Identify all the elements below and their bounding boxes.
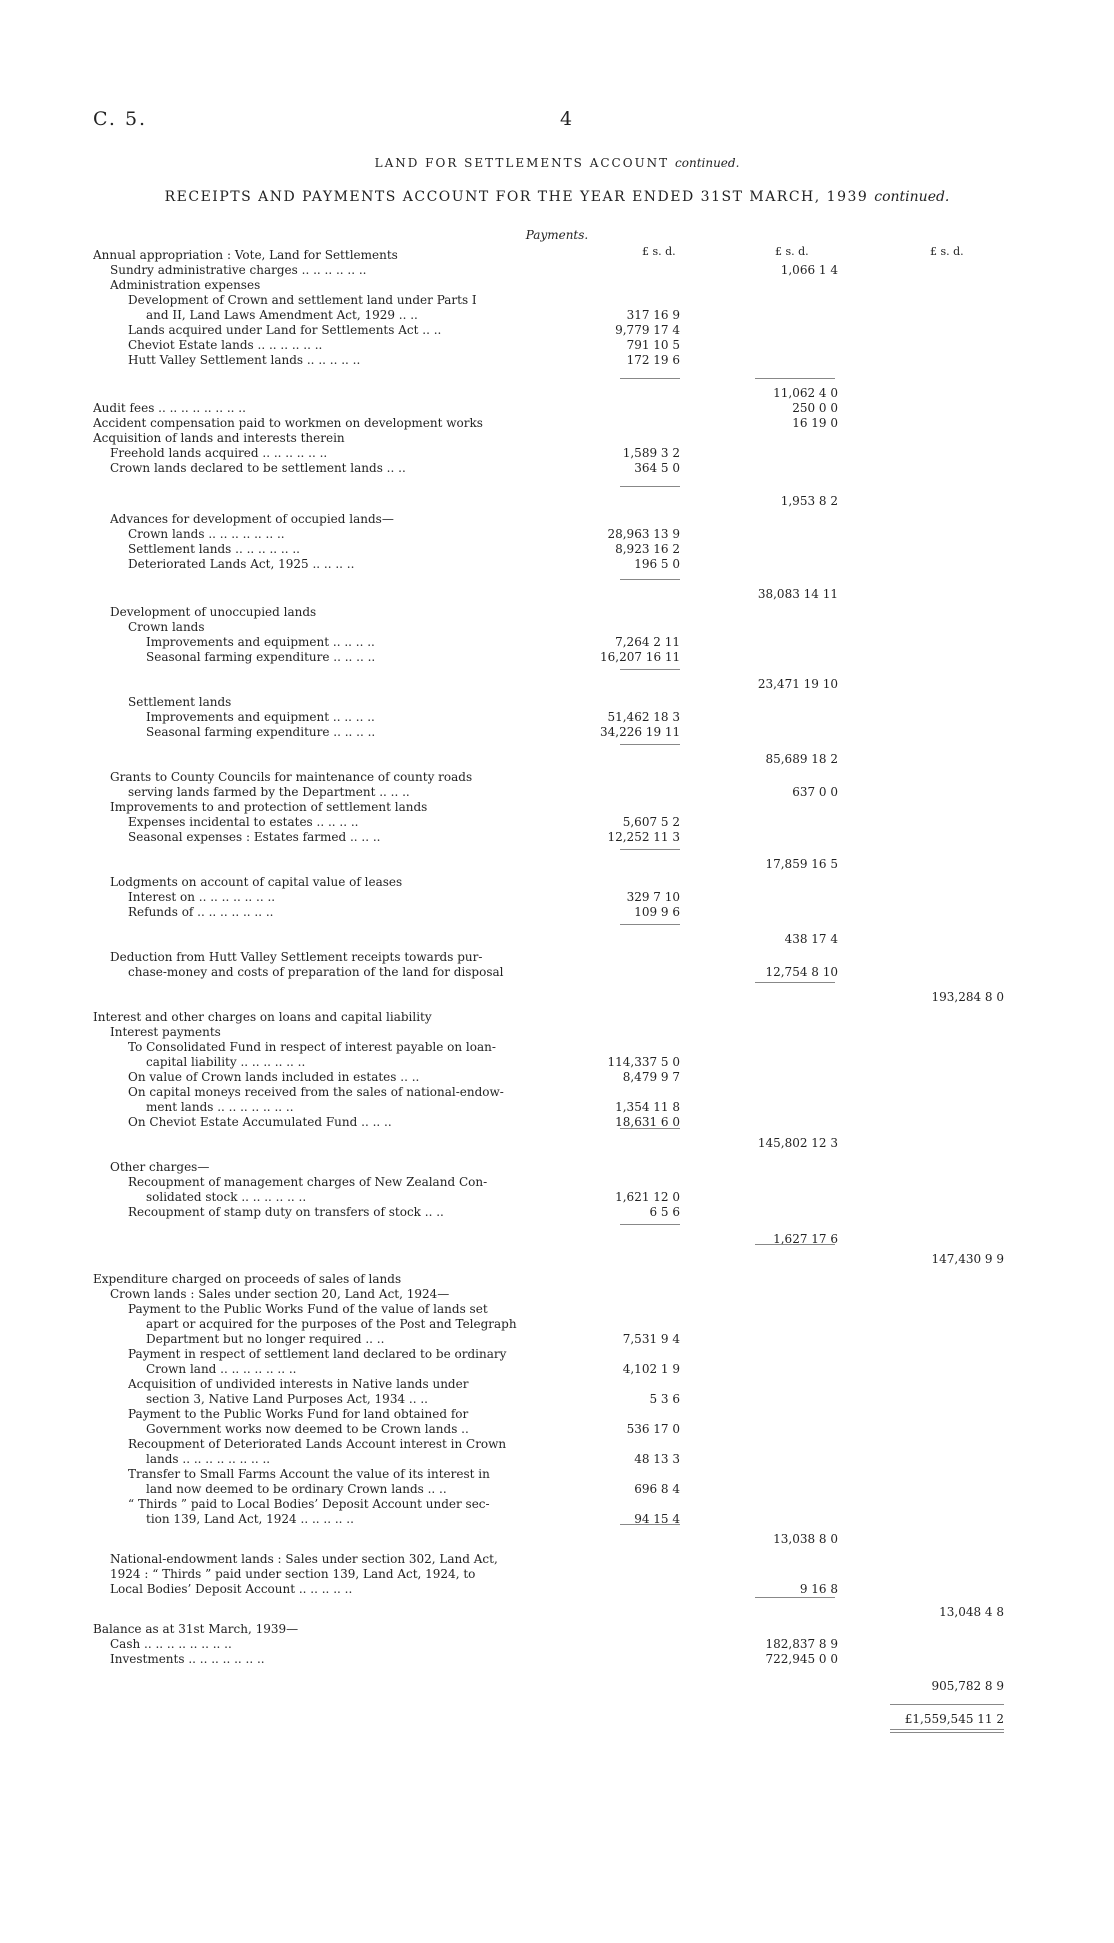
total-rule xyxy=(755,982,835,983)
ledger-row xyxy=(0,635,1114,650)
ledger-row xyxy=(0,1136,1114,1151)
ledger-row-label: Expenditure charged on proceeds of sales of lands xyxy=(93,1272,402,1286)
ledger-row-label: tion 139, Land Act, 1924 .. .. .. .. .. xyxy=(146,1512,354,1526)
ledger-row xyxy=(0,386,1114,401)
ledger-row xyxy=(0,1552,1114,1567)
ledger-amount-c1: 28,963 13 9 xyxy=(607,527,680,541)
ledger-row xyxy=(0,1437,1114,1452)
ledger-amount-c2: 1,066 1 4 xyxy=(780,263,838,277)
ledger-amount-c2: 13,038 8 0 xyxy=(773,1532,838,1546)
ledger-amount-c1: 7,264 2 11 xyxy=(615,635,680,649)
total-rule xyxy=(620,849,680,850)
ledger-row-label: Accident compensation paid to workmen on development works xyxy=(93,416,483,430)
ledger-row xyxy=(0,1482,1114,1497)
ledger-row xyxy=(0,1070,1114,1085)
ledger-amount-c1: 12,252 11 3 xyxy=(607,830,680,844)
ledger-amount-c2: 38,083 14 11 xyxy=(757,587,838,601)
ledger-row xyxy=(0,785,1114,800)
ledger-row-label: Recoupment of management charges of New Zealand Con- xyxy=(128,1175,488,1189)
ledger-row xyxy=(0,1332,1114,1347)
ledger-row-label: Annual appropriation : Vote, Land for Settlements xyxy=(93,248,398,262)
ledger-amount-c2: 11,062 4 0 xyxy=(773,386,838,400)
ledger-row xyxy=(0,263,1114,278)
ledger-amount-c1: 536 17 0 xyxy=(626,1422,680,1436)
account-title-text: LAND FOR SETTLEMENTS ACCOUNT xyxy=(374,156,670,170)
ledger-row-label: and II, Land Laws Amendment Act, 1929 .. .. xyxy=(146,308,418,322)
ledger-row xyxy=(0,965,1114,980)
ledger-row-label: chase-money and costs of preparation of the land for disposal xyxy=(128,965,504,979)
ledger-row-label: Crown lands .. .. .. .. .. .. .. xyxy=(128,527,285,541)
account-title xyxy=(0,156,1114,170)
ledger-row-label: Payment in respect of settlement land declared to be ordinary xyxy=(128,1347,507,1361)
ledger-row xyxy=(0,248,1114,263)
ledger-row xyxy=(0,587,1114,602)
ledger-amount-c1: 18,631 6 0 xyxy=(615,1115,680,1129)
ledger-row-label: Improvements and equipment .. .. .. .. xyxy=(146,635,375,649)
ledger-row xyxy=(0,710,1114,725)
ledger-row-label: Settlement lands xyxy=(128,695,232,709)
ledger-amount-c1: 94 15 4 xyxy=(634,1512,680,1526)
ledger-amount-c1: 5,607 5 2 xyxy=(622,815,680,829)
ledger-amount-c1: 791 10 5 xyxy=(626,338,680,352)
ledger-amount-c2: 16 19 0 xyxy=(792,416,838,430)
ledger-amount-c1: 34,226 19 11 xyxy=(600,725,681,739)
ledger-row xyxy=(0,401,1114,416)
ledger-amount-c1: 1,354 11 8 xyxy=(615,1100,680,1114)
account-title-suffix: continued. xyxy=(675,156,740,170)
total-rule xyxy=(620,1524,680,1525)
ledger-amount-c1: 16,207 16 11 xyxy=(600,650,681,664)
ledger-row xyxy=(0,1497,1114,1512)
ledger-amount-c1: 1,589 3 2 xyxy=(622,446,680,460)
ledger-row-label: lands .. .. .. .. .. .. .. .. xyxy=(146,1452,271,1466)
ledger-row xyxy=(0,1272,1114,1287)
ledger-row-label: 1924 : “ Thirds ” paid under section 139, Land Act, 1924, to xyxy=(110,1567,476,1581)
ledger-row xyxy=(0,857,1114,872)
ledger-row xyxy=(0,1637,1114,1652)
ledger-amount-c1: 114,337 5 0 xyxy=(607,1055,680,1069)
column-head-c3: £ s. d. xyxy=(930,245,964,258)
ledger-row-label: Crown lands declared to be settlement lands .. .. xyxy=(110,461,406,475)
ledger-row xyxy=(0,1422,1114,1437)
ledger-row xyxy=(0,512,1114,527)
ledger-row-label: land now deemed to be ordinary Crown lands .. .. xyxy=(146,1482,447,1496)
ledger-row-label: Acquisition of undivided interests in Native lands under xyxy=(128,1377,469,1391)
ledger-row xyxy=(0,1010,1114,1025)
ledger-row xyxy=(0,830,1114,845)
ledger-row-label: Grants to County Councils for maintenance of county roads xyxy=(110,770,473,784)
ledger-row xyxy=(0,461,1114,476)
ledger-amount-c1: 9,779 17 4 xyxy=(615,323,680,337)
ledger-row-label: Recoupment of Deteriorated Lands Account interest in Crown xyxy=(128,1437,507,1451)
ledger-row xyxy=(0,1232,1114,1247)
total-rule xyxy=(620,744,680,745)
ledger-amount-c2: 9 16 8 xyxy=(799,1582,838,1596)
total-rule xyxy=(620,669,680,670)
account-subtitle-suffix: continued. xyxy=(874,189,950,205)
ledger-row-label: Lodgments on account of capital value of leases xyxy=(110,875,403,889)
ledger-amount-c1: 6 5 6 xyxy=(649,1205,680,1219)
ledger-amount-c1: 5 3 6 xyxy=(649,1392,680,1406)
ledger-row-label: Investments .. .. .. .. .. .. .. xyxy=(110,1652,265,1666)
ledger-row xyxy=(0,1205,1114,1220)
section-heading: Payments. xyxy=(525,228,589,242)
ledger-amount-c3: £1,559,545 11 2 xyxy=(904,1712,1004,1726)
ledger-row-label: apart or acquired for the purposes of the Post and Telegraph xyxy=(146,1317,517,1331)
ledger-row-label: Deteriorated Lands Act, 1925 .. .. .. .. xyxy=(128,557,355,571)
ledger-row-label: Hutt Valley Settlement lands .. .. .. .. .. xyxy=(128,353,361,367)
ledger-row xyxy=(0,431,1114,446)
ledger-row-label: National-endowment lands : Sales under section 302, Land Act, xyxy=(110,1552,498,1566)
ledger-amount-c3: 147,430 9 9 xyxy=(931,1252,1004,1266)
total-rule xyxy=(755,1597,835,1598)
ledger-row xyxy=(0,1582,1114,1597)
ledger-row-label: Local Bodies’ Deposit Account .. .. .. .. .. xyxy=(110,1582,353,1596)
ledger-amount-c1: 7,531 9 4 xyxy=(622,1332,680,1346)
total-rule xyxy=(755,1244,835,1245)
ledger-row-label: Recoupment of stamp duty on transfers of stock .. .. xyxy=(128,1205,444,1219)
ledger-row xyxy=(0,446,1114,461)
ledger-row xyxy=(0,1377,1114,1392)
ledger-row xyxy=(0,932,1114,947)
ledger-row xyxy=(0,1652,1114,1667)
total-rule xyxy=(620,1224,680,1225)
ledger-row-label: Improvements and equipment .. .. .. .. xyxy=(146,710,375,724)
ledger-amount-c1: 51,462 18 3 xyxy=(607,710,680,724)
ledger-row-label: Refunds of .. .. .. .. .. .. .. xyxy=(128,905,274,919)
ledger-row xyxy=(0,293,1114,308)
ledger-row-label: To Consolidated Fund in respect of interest payable on loan- xyxy=(128,1040,496,1054)
ledger-row-label: ment lands .. .. .. .. .. .. .. xyxy=(146,1100,294,1114)
ledger-row xyxy=(0,1085,1114,1100)
ledger-row-label: Lands acquired under Land for Settlements Act .. .. xyxy=(128,323,442,337)
ledger-amount-c2: 17,859 16 5 xyxy=(765,857,838,871)
ledger-amount-c1: 8,479 9 7 xyxy=(622,1070,680,1084)
column-head-c1: £ s. d. xyxy=(642,245,676,258)
account-subtitle xyxy=(0,189,1114,205)
ledger-row xyxy=(0,1362,1114,1377)
ledger-row-label: Crown lands : Sales under section 20, Land Act, 1924— xyxy=(110,1287,450,1301)
ledger-row-label: Settlement lands .. .. .. .. .. .. xyxy=(128,542,300,556)
total-rule xyxy=(620,924,680,925)
ledger-amount-c2: 85,689 18 2 xyxy=(765,752,838,766)
ledger-amount-c1: 109 9 6 xyxy=(634,905,680,919)
ledger-amount-c1: 172 19 6 xyxy=(626,353,680,367)
total-rule xyxy=(755,378,835,379)
ledger-row xyxy=(0,1567,1114,1582)
ledger-amount-c2: 145,802 12 3 xyxy=(757,1136,838,1150)
ledger-row-label: Development of Crown and settlement land under Parts I xyxy=(128,293,477,307)
ledger-row-label: Balance as at 31st March, 1939— xyxy=(93,1622,299,1636)
ledger-amount-c2: 722,945 0 0 xyxy=(765,1652,838,1666)
ledger-row xyxy=(0,1605,1114,1620)
ledger-row xyxy=(0,1025,1114,1040)
ledger-amount-c1: 1,621 12 0 xyxy=(615,1190,680,1204)
ledger-row xyxy=(0,1100,1114,1115)
ledger-row-label: serving lands farmed by the Department .. .. .. xyxy=(128,785,410,799)
ledger-row-label: Transfer to Small Farms Account the value of its interest in xyxy=(128,1467,490,1481)
total-rule xyxy=(620,486,680,487)
ledger-row-label: Interest and other charges on loans and capital liability xyxy=(93,1010,432,1024)
ledger-row xyxy=(0,1252,1114,1267)
ledger-amount-c1: 364 5 0 xyxy=(634,461,680,475)
ledger-row xyxy=(0,800,1114,815)
ledger-row xyxy=(0,990,1114,1005)
ledger-row-label: section 3, Native Land Purposes Act, 1934 .. .. xyxy=(146,1392,428,1406)
column-head-c2: £ s. d. xyxy=(775,245,809,258)
total-rule xyxy=(620,579,680,580)
ledger-amount-c2: 1,627 17 6 xyxy=(773,1232,838,1246)
ledger-row-label: Seasonal expenses : Estates farmed .. .. .. xyxy=(128,830,381,844)
ledger-row-label: Other charges— xyxy=(110,1160,210,1174)
ledger-row xyxy=(0,695,1114,710)
ledger-row xyxy=(0,494,1114,509)
ledger-row xyxy=(0,1712,1114,1727)
total-rule xyxy=(620,378,680,379)
ledger-row xyxy=(0,620,1114,635)
ledger-row xyxy=(0,725,1114,740)
ledger-amount-c1: 317 16 9 xyxy=(626,308,680,322)
ledger-row-label: Cash .. .. .. .. .. .. .. .. xyxy=(110,1637,232,1651)
ledger-amount-c1: 4,102 1 9 xyxy=(622,1362,680,1376)
ledger-row xyxy=(0,338,1114,353)
ledger-row-label: On value of Crown lands included in estates .. .. xyxy=(128,1070,420,1084)
ledger-row xyxy=(0,308,1114,323)
ledger-row xyxy=(0,815,1114,830)
ledger-row xyxy=(0,1622,1114,1637)
total-rule xyxy=(890,1729,1004,1730)
ledger-amount-c2: 438 17 4 xyxy=(784,932,838,946)
ledger-row xyxy=(0,875,1114,890)
ledger-row xyxy=(0,1407,1114,1422)
ledger-row-label: solidated stock .. .. .. .. .. .. xyxy=(146,1190,307,1204)
ledger-amount-c1: 48 13 3 xyxy=(634,1452,680,1466)
ledger-row-label: Development of unoccupied lands xyxy=(110,605,317,619)
ledger-amount-c2: 23,471 19 10 xyxy=(757,677,838,691)
ledger-row xyxy=(0,1175,1114,1190)
ledger-row-label: Acquisition of lands and interests therein xyxy=(93,431,345,445)
ledger-row-label: On Cheviot Estate Accumulated Fund .. .. .. xyxy=(128,1115,392,1129)
ledger-amount-c2: 182,837 8 9 xyxy=(765,1637,838,1651)
ledger-row-label: capital liability .. .. .. .. .. .. xyxy=(146,1055,306,1069)
ledger-row-label: Expenses incidental to estates .. .. .. .. xyxy=(128,815,359,829)
ledger-row xyxy=(0,905,1114,920)
ledger-row-label: Freehold lands acquired .. .. .. .. .. .. xyxy=(110,446,328,460)
ledger-row xyxy=(0,1347,1114,1362)
ledger-row xyxy=(0,278,1114,293)
ledger-row-label: Government works now deemed to be Crown lands .. xyxy=(146,1422,469,1436)
ledger-amount-c2: 12,754 8 10 xyxy=(765,965,838,979)
ledger-row xyxy=(0,353,1114,368)
ledger-row xyxy=(0,416,1114,431)
ledger-row-label: Deduction from Hutt Valley Settlement receipts towards pur- xyxy=(110,950,483,964)
ledger-row xyxy=(0,752,1114,767)
ledger-row-label: Cheviot Estate lands .. .. .. .. .. .. xyxy=(128,338,323,352)
ledger-row-label: Administration expenses xyxy=(110,278,261,292)
total-rule xyxy=(620,1128,680,1129)
ledger-row xyxy=(0,1317,1114,1332)
ledger-row xyxy=(0,1679,1114,1694)
ledger-row xyxy=(0,605,1114,620)
ledger-row xyxy=(0,323,1114,338)
ledger-amount-c3: 193,284 8 0 xyxy=(931,990,1004,1004)
ledger-row xyxy=(0,1115,1114,1130)
ledger-amount-c2: 1,953 8 2 xyxy=(780,494,838,508)
ledger-row-label: Sundry administrative charges .. .. .. .. .. .. xyxy=(110,263,367,277)
ledger-row-label: Advances for development of occupied lands— xyxy=(110,512,394,526)
ledger-row-label: Interest on .. .. .. .. .. .. .. xyxy=(128,890,276,904)
total-rule xyxy=(890,1704,1004,1705)
ledger-row-label: Interest payments xyxy=(110,1025,221,1039)
page-number: 4 xyxy=(560,108,573,130)
ledger-row-label: Payment to the Public Works Fund for land obtained for xyxy=(128,1407,469,1421)
ledger-row xyxy=(0,1190,1114,1205)
account-subtitle-text: RECEIPTS AND PAYMENTS ACCOUNT FOR THE YEAR ENDED 31ST MARCH, 1939 xyxy=(164,189,869,205)
ledger-row-label: Crown lands xyxy=(128,620,205,634)
ledger-amount-c1: 329 7 10 xyxy=(626,890,680,904)
ledger-row-label: Seasonal farming expenditure .. .. .. .. xyxy=(146,650,376,664)
report-code: C. 5. xyxy=(93,108,148,130)
ledger-row-label: Department but no longer required .. .. xyxy=(146,1332,385,1346)
ledger-row xyxy=(0,542,1114,557)
ledger-row-label: Payment to the Public Works Fund of the value of lands set xyxy=(128,1302,488,1316)
ledger-row xyxy=(0,1040,1114,1055)
ledger-row xyxy=(0,1055,1114,1070)
ledger-row-label: Crown land .. .. .. .. .. .. .. xyxy=(146,1362,297,1376)
ledger-row xyxy=(0,677,1114,692)
ledger-amount-c1: 8,923 16 2 xyxy=(615,542,680,556)
ledger-row xyxy=(0,527,1114,542)
ledger-row xyxy=(0,1160,1114,1175)
ledger-row xyxy=(0,1392,1114,1407)
ledger-amount-c2: 250 0 0 xyxy=(792,401,838,415)
ledger-row-label: Audit fees .. .. .. .. .. .. .. .. xyxy=(93,401,246,415)
ledger-amount-c3: 905,782 8 9 xyxy=(931,1679,1004,1693)
ledger-row xyxy=(0,950,1114,965)
ledger-row-label: Improvements to and protection of settlement lands xyxy=(110,800,428,814)
ledger-row-label: “ Thirds ” paid to Local Bodies’ Deposit Account under sec- xyxy=(128,1497,490,1511)
ledger-row xyxy=(0,557,1114,572)
ledger-row xyxy=(0,1452,1114,1467)
ledger-row xyxy=(0,770,1114,785)
ledger-row xyxy=(0,650,1114,665)
ledger-row xyxy=(0,1287,1114,1302)
ledger-row-label: Seasonal farming expenditure .. .. .. .. xyxy=(146,725,376,739)
ledger-row xyxy=(0,1512,1114,1527)
ledger-row-label: On capital moneys received from the sales of national-endow- xyxy=(128,1085,504,1099)
ledger-amount-c3: 13,048 4 8 xyxy=(939,1605,1004,1619)
ledger-row xyxy=(0,890,1114,905)
ledger-amount-c1: 696 8 4 xyxy=(634,1482,680,1496)
ledger-amount-c2: 637 0 0 xyxy=(792,785,838,799)
ledger-row xyxy=(0,1467,1114,1482)
ledger-row xyxy=(0,1532,1114,1547)
total-rule xyxy=(890,1732,1004,1733)
ledger-row xyxy=(0,1302,1114,1317)
ledger-amount-c1: 196 5 0 xyxy=(634,557,680,571)
